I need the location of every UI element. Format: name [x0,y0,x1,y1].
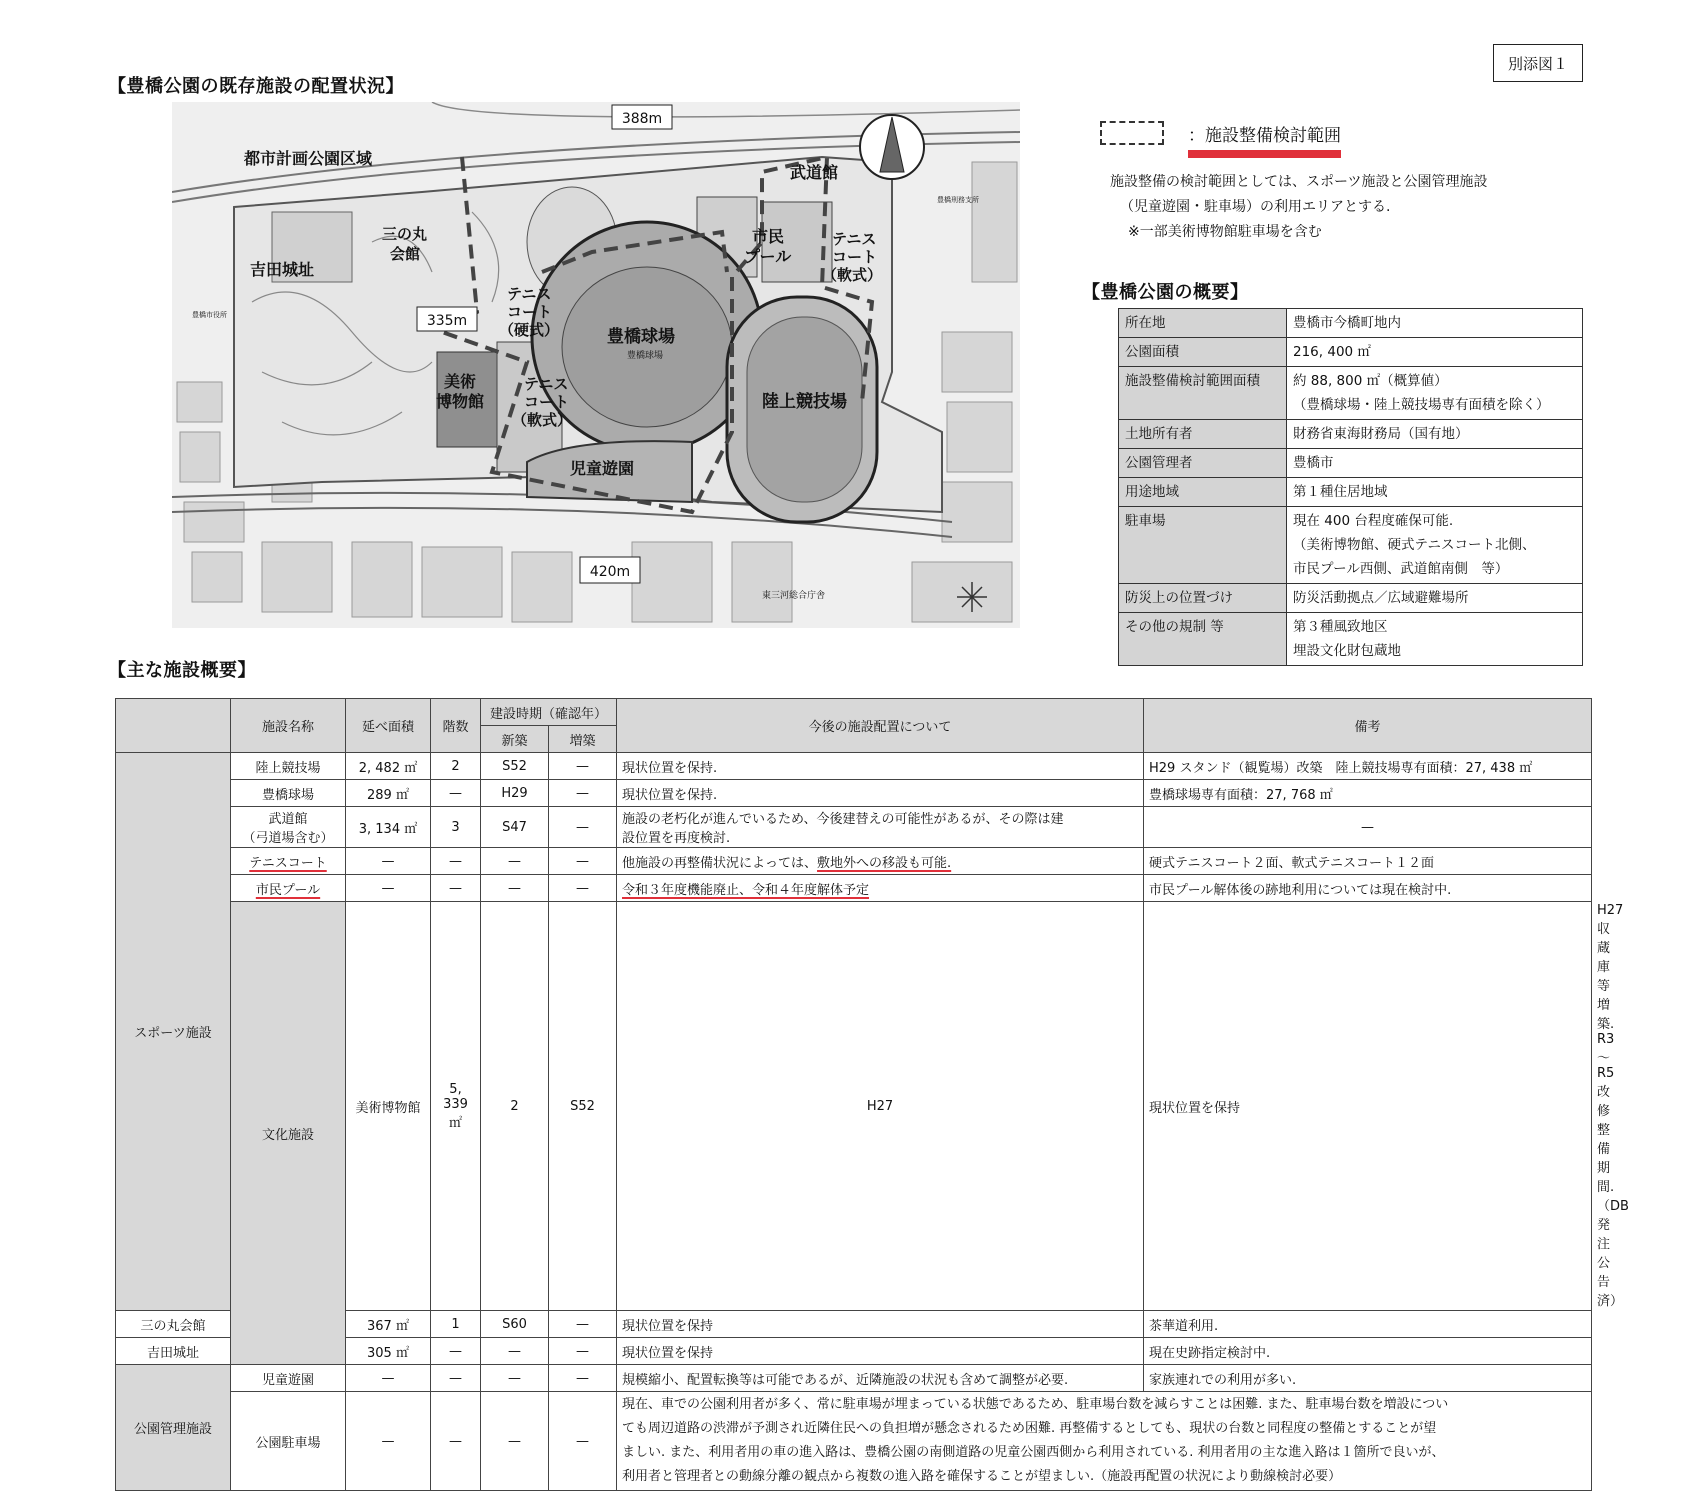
overview-key: 防災上の位置づけ [1119,584,1287,613]
overview-row [1119,478,1583,507]
facility-name-line: （弓道場含む） [242,831,334,846]
museum-label-2: 博物館 [436,392,485,411]
facility-floors: — [431,780,481,807]
facility-name: 吉田城址 [116,1338,231,1365]
facility-floors: — [431,1338,481,1365]
facility-new: H29 [481,780,549,807]
facility-future-highlight: 令和３年度機能廃止、令和４年度解体予定 [622,882,870,898]
overview-value-line: 現在 400 台程度確保可能. [1293,513,1454,529]
facility-new: — [481,875,549,902]
facility-area: — [346,1365,431,1392]
facility-area: 289 ㎡ [346,780,431,807]
overview-table [1118,308,1583,666]
facility-future-line: 施設の老朽化が進んでいるため、今後建替えの可能性があるが、その際は建 [622,812,1064,827]
overview-title: 【豊橋公園の概要】 [1082,282,1249,303]
table-row [116,807,1592,848]
facility-area: 5, 339 ㎡ [431,902,481,1311]
tennis-hard-label-3: （硬式） [499,321,560,339]
legend-description-3: ※一部美術博物館駐車場を含む [1128,224,1322,240]
table-row [116,1392,1592,1491]
facility-floors: 2 [481,902,549,1311]
property-right-label: 豊橋刑務支所 [937,196,979,204]
facility-area: 305 ㎡ [346,1338,431,1365]
facility-note: 茶華道利用. [1144,1311,1592,1338]
legend-description-2: （児童遊園・駐車場）の利用エリアとする. [1120,199,1391,215]
table-row [116,875,1592,902]
overview-value [1287,420,1583,449]
facility-name [231,807,346,848]
facility-future-line: ても周辺道路の渋滞が予測され近隣住民への負担増が懸念されるため困難. 再整備するとしても、現状の台数と同程度の整備とすることが望 [622,1421,1437,1436]
facilities-table [115,698,1629,1491]
overview-value [1287,338,1583,367]
facility-name: 三の丸会館 [116,1311,231,1338]
facility-future [617,1392,1592,1491]
overview-value-line: 第１種住居地域 [1293,484,1388,500]
sannomaru-label-1: 三の丸 [382,225,428,243]
facility-ext: — [549,753,617,780]
park-map [172,102,1020,628]
overview-value-line: （豊橋球場・陸上競技場専有面積を除く） [1293,397,1550,413]
map-section-title: 【豊橋公園の既存施設の配置状況】 [108,76,404,97]
facility-ext: — [549,807,617,848]
header-floors: 階数 [431,699,481,753]
tennis-soft-north-label-1: テニス [832,230,877,248]
city-park-area-label: 都市計画公園区域 [244,149,373,168]
facility-note: 市民プール解体後の跡地利用については現在検討中. [1144,875,1592,902]
yoshida-castle-label: 吉田城址 [250,260,315,279]
facility-new: S47 [481,807,549,848]
pool-label-2: プール [744,247,792,266]
tennis-soft-label-1: テニス [524,375,569,393]
legend-description-1: 施設整備の検討範囲としては、スポーツ施設と公園管理施設 [1110,174,1488,190]
facility-name-highlight: テニスコート [249,855,327,871]
overview-value-line: 埋設文化財包蔵地 [1293,643,1401,659]
category-culture: 文化施設 [231,902,346,1365]
facility-note: 現在史跡指定検討中. [1144,1338,1592,1365]
overview-value-line: 216, 400 ㎡ [1293,344,1371,360]
stadium-label: 豊橋球場 [607,327,675,347]
header-ext: 増築 [549,726,617,753]
overview-value-line: 財務省東海財務局（国有地） [1293,426,1469,442]
facility-future: 現状位置を保持. [617,753,1144,780]
facility-floors: 2 [431,753,481,780]
facilities-title: 【主な施設概要】 [108,660,256,681]
facility-ext: — [549,875,617,902]
facility-floors: — [431,1392,481,1491]
overview-key: 施設整備検討範囲面積 [1119,367,1287,420]
facility-new: — [481,1365,549,1392]
facility-floors: 1 [431,1311,481,1338]
facility-ext: — [549,1365,617,1392]
facility-ext: — [549,780,617,807]
facility-floors: — [431,848,481,875]
overview-key: 公園管理者 [1119,449,1287,478]
overview-value-line: 豊橋市 [1293,455,1334,471]
overview-value-line: 約 88, 800 ㎡（概算値） [1293,373,1448,389]
facility-name: 陸上競技場 [231,753,346,780]
category-park: 公園管理施設 [116,1365,231,1491]
facility-future-line: 利用者と管理者との動線分離の観点から複数の進入路を確保することが望ましい.（施設再配置の状況により動線検討必要） [622,1469,1342,1484]
facility-area: 367 ㎡ [346,1311,431,1338]
facility-area: — [346,875,431,902]
overview-key: 公園面積 [1119,338,1287,367]
table-row: 文化施設 美術博物館 5, 339 ㎡ 2 S52 H27 現状位置を保持 H27 収蔵庫等増築. R3～R5 改修整備期間.（DB 発注公告済） [116,902,1592,1311]
overview-key: 用途地域 [1119,478,1287,507]
facility-future-line: 設位置を再度検討. [622,831,731,846]
table-row [116,753,1592,780]
overview-row [1119,338,1583,367]
overview-value [1287,367,1583,420]
overview-value [1287,584,1583,613]
overview-key: その他の規制 等 [1119,613,1287,666]
overview-row [1119,584,1583,613]
facility-future-text: 他施設の再整備状況によっては、 [622,855,818,871]
overview-row [1119,309,1583,338]
table-row [116,848,1592,875]
museum-label-1: 美術 [444,372,477,391]
overview-row [1119,449,1583,478]
facility-future [617,848,1144,875]
overview-value-line: （美術博物館、硬式テニスコート北側、 [1293,537,1536,553]
dim-bottom-label: 420m [589,564,631,580]
facility-future: 現状位置を保持. [617,780,1144,807]
header-category [116,699,231,753]
facility-note: H29 スタンド（観覧場）改築 陸上競技場専有面積：27, 438 ㎡ [1144,753,1592,780]
facility-name: 児童遊園 [231,1365,346,1392]
overview-key: 所在地 [1119,309,1287,338]
overview-value [1287,478,1583,507]
header-new: 新築 [481,726,549,753]
facility-note: — [1144,807,1592,848]
facility-name [231,848,346,875]
facility-name-highlight: 市民プール [255,882,321,898]
facility-new: S52 [481,753,549,780]
facility-area: 2, 482 ㎡ [346,753,431,780]
facility-note: 家族連れでの利用が多い. [1144,1365,1592,1392]
tennis-hard-label-1: テニス [507,285,552,303]
tennis-soft-north-label-3: （軟式） [822,266,883,284]
facility-new: — [481,1392,549,1491]
tennis-hard-label-2: コート [507,303,553,321]
facility-future: 現状位置を保持 [617,1338,1144,1365]
category-sports: スポーツ施設 [116,753,231,1311]
facility-future-line: 現在、車での公園利用者が多く、常に駐車場が埋まっている状態であるため、駐車場台数を減らすことは困難. また、駐車場台数を増設につい [622,1397,1449,1412]
facility-future: 規模縮小、配置転換等は可能であるが、近隣施設の状況も含めて調整が必要. [617,1365,1144,1392]
facility-note: 豊橋球場専有面積：27, 768 ㎡ [1144,780,1592,807]
facility-name: 美術博物館 [346,902,431,1311]
pool-label-1: 市民 [752,227,785,246]
facility-name [231,875,346,902]
facility-ext: — [549,1311,617,1338]
legend-label: ：施設整備検討範囲 [1188,121,1341,158]
overview-value-line: 豊橋市今橋町地内 [1293,315,1401,331]
tennis-soft-label-3: （軟式） [512,411,573,429]
overview-value [1287,309,1583,338]
north-arrow-icon [860,115,924,179]
facility-ext: — [549,1392,617,1491]
facility-floors: — [431,875,481,902]
facility-area: 3, 134 ㎡ [346,807,431,848]
header-period: 建設時期（確認年） [481,699,617,726]
facility-name: 豊橋球場 [231,780,346,807]
sannomaru-label-2: 会館 [390,245,421,263]
facility-floors: — [431,1365,481,1392]
athletics-label: 陸上競技場 [762,392,847,412]
facility-new: — [481,1338,549,1365]
table-row [116,1365,1592,1392]
facility-new: S52 [549,902,617,1311]
overview-key: 土地所有者 [1119,420,1287,449]
gov-building-label: 東三河総合庁舎 [762,591,826,601]
header-future: 今後の施設配置について [617,699,1144,753]
facility-future: 現状位置を保持 [1144,902,1592,1311]
facility-new: — [481,848,549,875]
property-left-label: 豊橋市役所 [192,311,227,319]
facility-future-highlight: 敷地外への移設も可能. [817,855,952,871]
stadium-small-label: 豊橋球場 [627,351,664,361]
facility-future-line: ましい. また、利用者用の車の進入路は、豊橋公園の南側道路の児童公園西側から利用されている. 利用者用の主な進入路は１箇所で良いが、 [622,1445,1445,1460]
overview-value [1287,507,1583,584]
overview-row [1119,367,1583,420]
budokan-label: 武道館 [790,163,839,182]
table-row [116,780,1592,807]
facility-future [617,807,1144,848]
facility-name: 公園駐車場 [231,1392,346,1491]
facility-new: S60 [481,1311,549,1338]
header-name: 施設名称 [231,699,346,753]
overview-row [1119,613,1583,666]
header-area: 延べ面積 [346,699,431,753]
overview-value [1287,449,1583,478]
tennis-soft-north-label-2: コート [832,248,878,266]
tennis-soft-label-2: コート [524,393,570,411]
facility-ext: — [549,848,617,875]
facility-name-line: 武道館 [268,812,308,827]
dim-top-label: 388m [621,111,663,127]
dim-left-label: 335m [426,313,468,329]
facility-future [617,875,1144,902]
overview-value-line: 市民プール西側、武道館南側 等） [1293,561,1509,577]
overview-row [1119,420,1583,449]
dashed-range-legend-swatch [1100,121,1164,145]
facility-area: — [346,848,431,875]
overview-key: 駐車場 [1119,507,1287,584]
overview-value [1287,613,1583,666]
facility-ext: H27 [617,902,1144,1311]
attachment-badge: 別添図１ [1493,44,1583,82]
facility-floors: 3 [431,807,481,848]
overview-value-line: 第３種風致地区 [1293,619,1388,635]
facility-area: — [346,1392,431,1491]
overview-row [1119,507,1583,584]
overview-value-line: 防災活動拠点／広域避難場所 [1293,590,1469,606]
facility-future: 現状位置を保持 [617,1311,1144,1338]
facility-note: 硬式テニスコート２面、軟式テニスコート１２面 [1144,848,1592,875]
facility-ext: — [549,1338,617,1365]
playground-label: 児童遊園 [570,459,635,478]
header-note: 備考 [1144,699,1592,753]
